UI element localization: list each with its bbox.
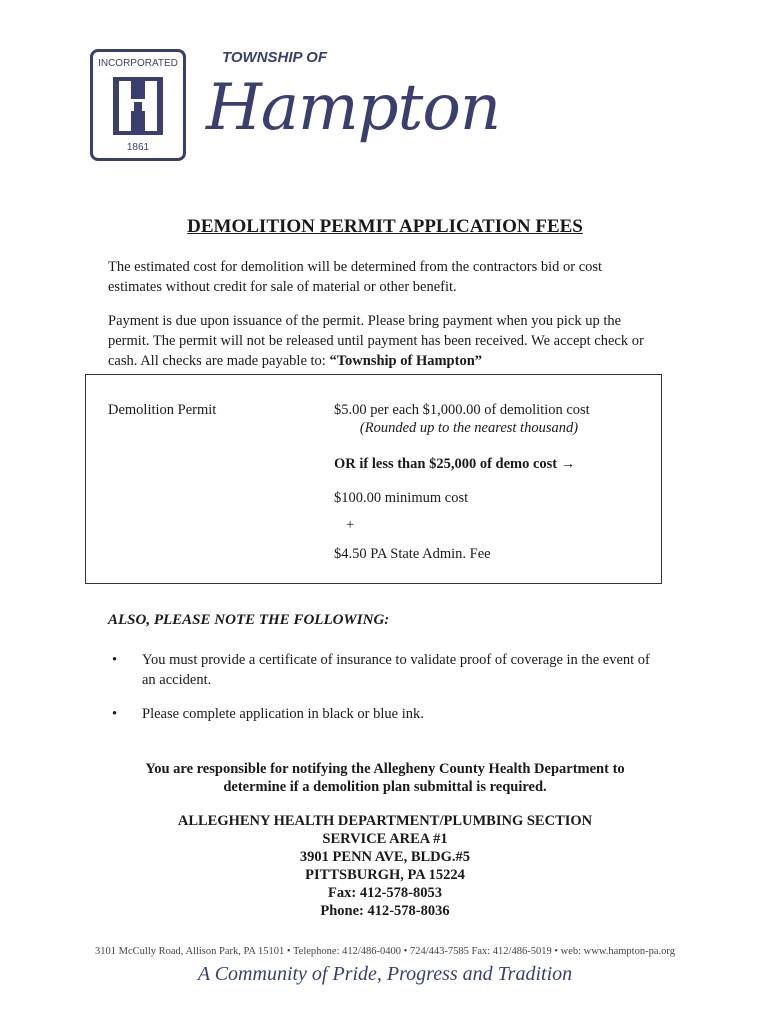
bullet-icon: • bbox=[112, 652, 118, 668]
fee-rounding-note: (Rounded up to the nearest thousand) bbox=[359, 420, 579, 436]
list-item-text: Please complete application in black or blue ink. bbox=[142, 706, 424, 722]
list-item-text: You must provide a certificate of insurance to validate proof of coverage in the event of an accident. bbox=[142, 652, 650, 688]
fee-rate: $5.00 per each $1,000.00 of demolition cost bbox=[334, 402, 590, 418]
seal-incorporated-text: INCORPORATED bbox=[98, 58, 178, 69]
list-item bbox=[112, 650, 657, 690]
payment-paragraph bbox=[108, 311, 656, 371]
fee-table-box bbox=[85, 374, 662, 584]
footer-contact-info: 3101 McCully Road, Allison Park, PA 15101 • Telephone: 412/486-0400 • 724/443-7585 Fax: 412/486-5019 • web: www.hampton-pa.org bbox=[95, 946, 675, 957]
fee-alternative: OR if less than $25,000 of demo cost → bbox=[334, 456, 576, 472]
footer-tagline: A Community of Pride, Progress and Tradition bbox=[197, 963, 573, 985]
address-line: Phone: 412-578-8036 bbox=[320, 903, 450, 919]
page-title: DEMOLITION PERMIT APPLICATION FEES bbox=[187, 216, 583, 237]
notice-line: You are responsible for notifying the Allegheny County Health Department to bbox=[145, 761, 625, 777]
list-item bbox=[112, 704, 657, 724]
fee-label-demolition-permit: Demolition Permit bbox=[108, 402, 217, 418]
fee-plus-sign: + bbox=[346, 517, 355, 533]
health-department-notice bbox=[0, 760, 770, 796]
address-line: SERVICE AREA #1 bbox=[322, 831, 448, 847]
also-note-heading: ALSO, PLEASE NOTE THE FOLLOWING: bbox=[108, 612, 390, 628]
cost-estimate-paragraph: The estimated cost for demolition will be determined from the contractors bid or cost estimates without credit for sale of material or other benefit. bbox=[108, 259, 603, 295]
township-seal-logo bbox=[90, 49, 186, 161]
seal-year: 1861 bbox=[126, 142, 150, 153]
payment-text: Payment is due upon issuance of the permit. Please bring payment when you pick up the permit. The permit will not be released until payment has been received. We accept check or cash. All checks are made payable to: bbox=[108, 313, 644, 369]
hampton-wordmark: Hampton bbox=[206, 71, 501, 145]
township-of-label: TOWNSHIP OF bbox=[222, 49, 327, 66]
seal-h-letter-icon bbox=[113, 77, 163, 135]
fee-state-admin: $4.50 PA State Admin. Fee bbox=[334, 546, 491, 562]
address-line: Fax: 412-578-8053 bbox=[328, 885, 442, 901]
payee-name: “Township of Hampton” bbox=[329, 353, 483, 369]
bullet-icon: • bbox=[112, 706, 118, 722]
address-line: PITTSBURGH, PA 15224 bbox=[305, 867, 465, 883]
health-department-address bbox=[0, 812, 770, 920]
address-line: 3901 PENN AVE, BLDG.#5 bbox=[299, 849, 471, 865]
notice-line: determine if a demolition plan submittal is required. bbox=[223, 779, 547, 795]
fee-minimum: $100.00 minimum cost bbox=[334, 490, 469, 506]
address-line: ALLEGHENY HEALTH DEPARTMENT/PLUMBING SECTION bbox=[177, 813, 593, 829]
